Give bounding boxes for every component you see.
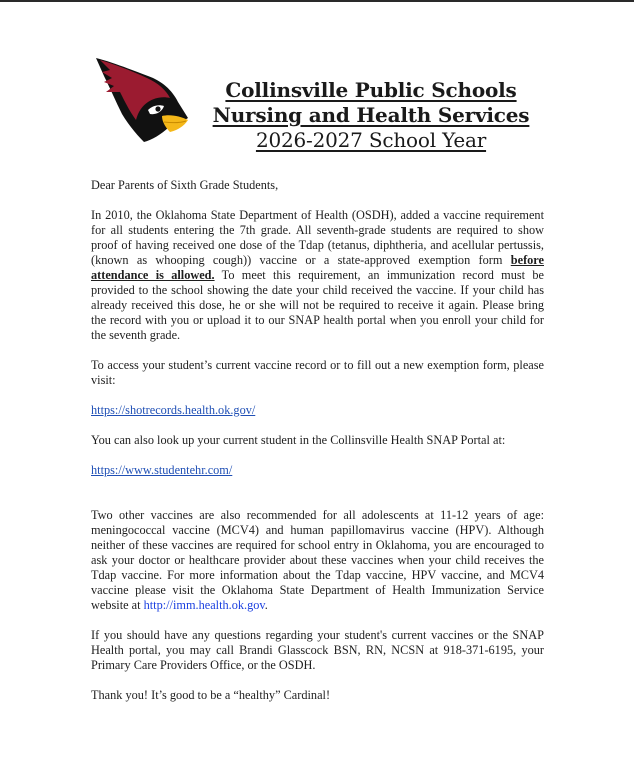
paragraph-other-vaccines xyxy=(91,508,544,613)
paragraph-snap-portal: You can also look up your current student in the Collinsville Health SNAP Portal at: xyxy=(91,433,506,447)
paragraph-questions-contact: If you should have any questions regarding your student's current vaccines or the SNAP Health portal, you may call Brandi Glasscock BSN, RN, NCSN at 918-371-6195, your Primary Care Providers Office, or the OSDH. xyxy=(91,628,544,672)
paragraph-text: In 2010, the Oklahoma State Department of Health (OSDH), added a vaccine requirement for all students entering the 7th grade. All seventh-grade students are required to show proof of having received one dose of the Tdap (tetanus, diphtheria, and acellular pertussis, (known as whooping cough)) vaccine or a state-approved exemption form xyxy=(91,208,544,267)
greeting: Dear Parents of Sixth Grade Students, xyxy=(91,178,279,192)
letter-body xyxy=(91,178,544,718)
cardinal-logo-icon xyxy=(92,52,192,144)
imm-health-link[interactable]: http://imm.health.ok.gov xyxy=(143,598,265,612)
paragraph-tdap-requirement xyxy=(91,208,544,343)
paragraph-access-record: To access your student’s current vaccine record or to fill out a new exemption form, please visit: xyxy=(91,358,544,387)
link-line xyxy=(91,403,544,418)
paragraph-text: Two other vaccines are also recommended for all adolescents at 11-12 years of age: meningococcal vaccine (MCV4) and human papillomavirus vaccine (HPV). Although neither of these vaccines are required for school entry in Oklahoma, you are encouraged to ask your doctor or healthcare provider about these vaccines when your child receives the Tdap vaccine. For more information about the Tdap vaccine, HPV vaccine, and MCV4 vaccine please visit the Oklahoma State Department of Health Immunization Service website at xyxy=(91,508,544,612)
paragraph-text: To meet this requirement, an immunization record must be provided to the school showing the date your child received the vaccine. If your child has already received this dose, he or she will not be required to receive it again. Please bring the record with you or upload it to our SNAP health portal when you enroll your child for the seventh grade. xyxy=(91,268,544,342)
shotrecords-link[interactable]: https://shotrecords.health.ok.gov/ xyxy=(91,403,256,417)
spacer xyxy=(91,493,544,508)
school-year-title: 2026-2027 School Year xyxy=(255,128,487,152)
school-name-title: Collinsville Public Schools xyxy=(225,78,517,102)
closing-line: Thank you! It’s good to be a “healthy” Cardinal! xyxy=(91,688,331,702)
attendance-emphasis: before attendance is allowed. xyxy=(91,253,544,282)
link-line xyxy=(91,463,544,478)
paragraph-text: . xyxy=(264,598,268,612)
studentehr-link[interactable]: https://www.studentehr.com/ xyxy=(91,463,233,477)
letterhead xyxy=(206,78,536,153)
department-title: Nursing and Health Services xyxy=(212,103,530,127)
